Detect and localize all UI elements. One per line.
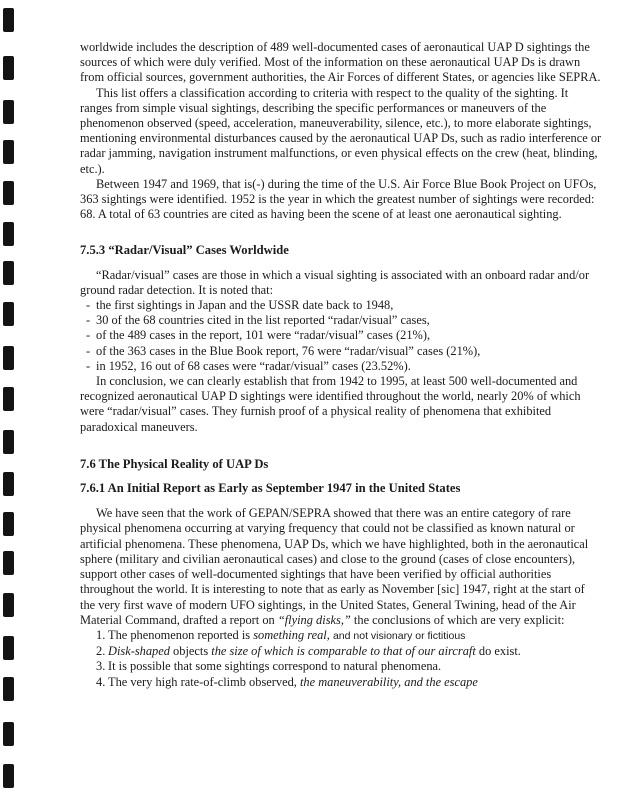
binder-hole — [3, 636, 14, 660]
emphasis-text: the maneuverability, and the escape — [299, 674, 478, 689]
binder-hole — [3, 512, 14, 536]
list-item — [96, 644, 602, 659]
binder-hole — [3, 181, 14, 205]
document-body — [80, 40, 602, 690]
intro-paragraph-3: Between 1947 and 1969, that is(-) during the time of the U.S. Air Force Blue Book Project on UFOs, 363 sightings were identified. 1952 is the year in which the greatest number of sightings were recorded: 68. A total of 63 countries are cited as having been the scene of at least one aeronautical sighting. — [80, 176, 597, 222]
binder-holes — [3, 0, 19, 797]
radar-visual-paragraph: “Radar/visual” cases are those in which a visual sighting is associated with an onboard radar and/or ground radar detection. It is noted that: — [80, 267, 590, 297]
emphasis-text: “flying disks,” — [277, 612, 351, 627]
list-text-insert: and not visionary or fictitious — [332, 629, 466, 642]
radar-visual-list — [80, 298, 602, 374]
binder-hole — [3, 677, 14, 701]
list-item: - of the 489 cases in the report, 101 were “radar/visual” cases (21%), — [86, 328, 602, 343]
list-number: 4. — [96, 674, 106, 689]
list-item: - in 1952, 16 out of 68 cases were “radar/visual” cases (23.52%). — [86, 359, 602, 374]
list-text: The very high rate-of-climb observed, — [108, 674, 300, 689]
list-item — [96, 675, 602, 690]
list-number: 2. — [96, 644, 106, 659]
list-item — [96, 659, 602, 674]
list-number: 3. — [96, 659, 106, 674]
list-number: 1. — [96, 627, 106, 642]
list-text: The phenomenon reported is — [108, 627, 254, 642]
section-heading-7-6: 7.6 The Physical Reality of UAP Ds — [80, 456, 269, 471]
binder-hole — [3, 593, 14, 617]
emphasis-text: the size of which is comparable to that of our aircraft — [211, 644, 476, 659]
list-text: objects — [169, 644, 212, 659]
binder-hole — [3, 764, 14, 788]
twining-conclusions-list — [80, 628, 602, 690]
binder-hole — [3, 261, 14, 285]
list-text: It is possible that some sightings correspond to natural phenomena. — [108, 659, 442, 674]
intro-paragraph-1: worldwide includes the description of 489 well-documented cases of aeronautical UAP D sightings the sources of which were duly verified. Most of the information on these aeronautical UAP Ds is drawn from official sources, government authorities, the Air Forces of different States, or agencies like SEPRA. — [80, 40, 601, 85]
emphasis-text: Disk-shaped — [108, 644, 170, 659]
list-text: do exist. — [475, 644, 521, 659]
binder-hole — [3, 430, 14, 454]
conclusion-paragraph: In conclusion, we can clearly establish that from 1942 to 1995, at least 500 well-documented and recognized aeronautical UAP D sightings were identified throughout the world, nearly 20% of which were “radar/visual” cases. They furnish proof of a physical reality of phenomena that exhibited paradoxical maneuvers. — [80, 374, 581, 434]
binder-hole — [3, 140, 14, 164]
section-heading-7-5-3: 7.5.3 “Radar/Visual” Cases Worldwide — [80, 243, 289, 258]
binder-hole — [3, 100, 14, 124]
binder-hole — [3, 8, 14, 32]
list-item: - the first sightings in Japan and the USSR date back to 1948, — [86, 298, 602, 313]
binder-hole — [3, 722, 14, 746]
binder-hole — [3, 222, 14, 246]
list-item: - of the 363 cases in the Blue Book report, 76 were “radar/visual” cases (21%), — [86, 344, 602, 359]
binder-hole — [3, 472, 14, 496]
binder-hole — [3, 302, 14, 326]
binder-hole — [3, 387, 14, 411]
twining-paragraph — [80, 506, 602, 628]
paragraph-text: We have seen that the work of GEPAN/SEPRA showed that there was an entire category of rare physical phenomena occurring at varying frequency that could not be classified as known natural or artificial phenomena. These phenomena, UAP Ds, which we have highlighted, both in the aeronautical sphere (military and civilian aeronautical cases) and close to the ground (cases of close encounters), support other cases of well-documented sightings that have been verified by official authorities throughout the world. It is interesting to note that as early as November [sic] 1947, right at the start of the very first wave of modern UFO sightings, in the United States, General Twining, head of the Air Material Command, drafted a report on — [80, 506, 589, 627]
paragraph-text: the conclusions of which are very explicit: — [350, 612, 565, 627]
intro-paragraph-2: This list offers a classification according to criteria with respect to the quality of the sighting. It ranges from simple visual sightings, describing the specific performances or maneuvers of the phenomenon observed (speed, acceleration, maneuverability, silence, etc.), to more elaborate sightings, mentioning environmental disturbances caused by the aeronautical UAP Ds, such as radio interference or radar jamming, navigation instrument malfunctions, or even physical effects on the crew (heat, blinding, etc.). — [80, 85, 602, 176]
binder-hole — [3, 346, 14, 370]
binder-hole — [3, 56, 14, 80]
list-text: , — [326, 627, 333, 642]
list-item: - 30 of the 68 countries cited in the list reported “radar/visual” cases, — [86, 313, 602, 328]
section-heading-7-6-1: 7.6.1 An Initial Report as Early as September 1947 in the United States — [80, 481, 461, 496]
list-item — [96, 628, 602, 644]
binder-hole — [3, 551, 14, 575]
emphasis-text: something real — [253, 627, 327, 642]
